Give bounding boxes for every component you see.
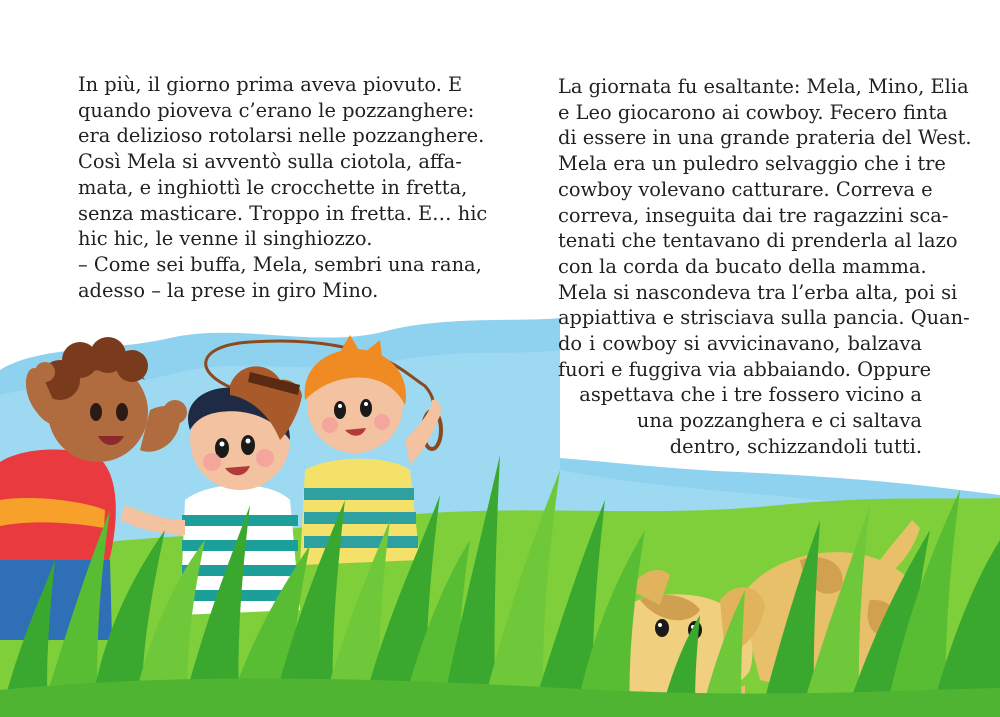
text-line: quando pioveva c’erano le pozzanghere: xyxy=(78,98,475,122)
text-line: La giornata fu esaltante: Mela, Mino, Elia xyxy=(558,75,969,98)
text-line: correva, inseguita dai tre ragazzini sca- xyxy=(558,203,949,227)
right-text-column xyxy=(558,74,972,460)
text-line: – Come sei buffa, Mela, sembri una rana, xyxy=(78,252,482,276)
text-line: Mela si nascondeva tra l’erba alta, poi si xyxy=(558,280,958,304)
text-line: di essere in una grande prateria del West. xyxy=(558,126,972,150)
text-line: hic hic, le venne il singhiozzo. xyxy=(78,227,373,251)
text-line: adesso – la prese in giro Mino. xyxy=(78,278,379,302)
text-line: senza masticare. Troppo in fretta. E… hic xyxy=(78,201,488,225)
text-line: con la corda da bucato della mamma. xyxy=(558,254,927,278)
text-line: Così Mela si avventò sulla ciotola, affa- xyxy=(78,150,462,174)
text-line: mata, e inghiottì le crocchette in fretta, xyxy=(78,175,468,199)
text-line: e Leo giocarono ai cowboy. Fecero finta xyxy=(558,100,948,124)
text-line: appiattiva e strisciava sulla pancia. Quan- xyxy=(558,306,970,330)
text-line: dentro, schizzandoli tutti. xyxy=(669,434,922,458)
text-line: fuori e fuggiva via abbaiando. Oppure xyxy=(558,357,932,381)
text-line: una pozzanghera e ci saltava xyxy=(636,409,922,433)
text-line: In più, il giorno prima aveva piovuto. E xyxy=(78,73,463,96)
text-line: aspettava che i tre fossero vicino a xyxy=(579,383,922,407)
left-text-column xyxy=(78,72,488,303)
text-line: tenati che tentavano di prenderla al lazo xyxy=(558,229,958,253)
text-line: cowboy volevano catturare. Correva e xyxy=(558,177,933,201)
text-line: do i cowboy si avvicinavano, balzava xyxy=(558,332,922,356)
text-line: Mela era un puledro selvaggio che i tre xyxy=(558,152,946,176)
text-line: era delizioso rotolarsi nelle pozzanghere. xyxy=(78,124,485,148)
